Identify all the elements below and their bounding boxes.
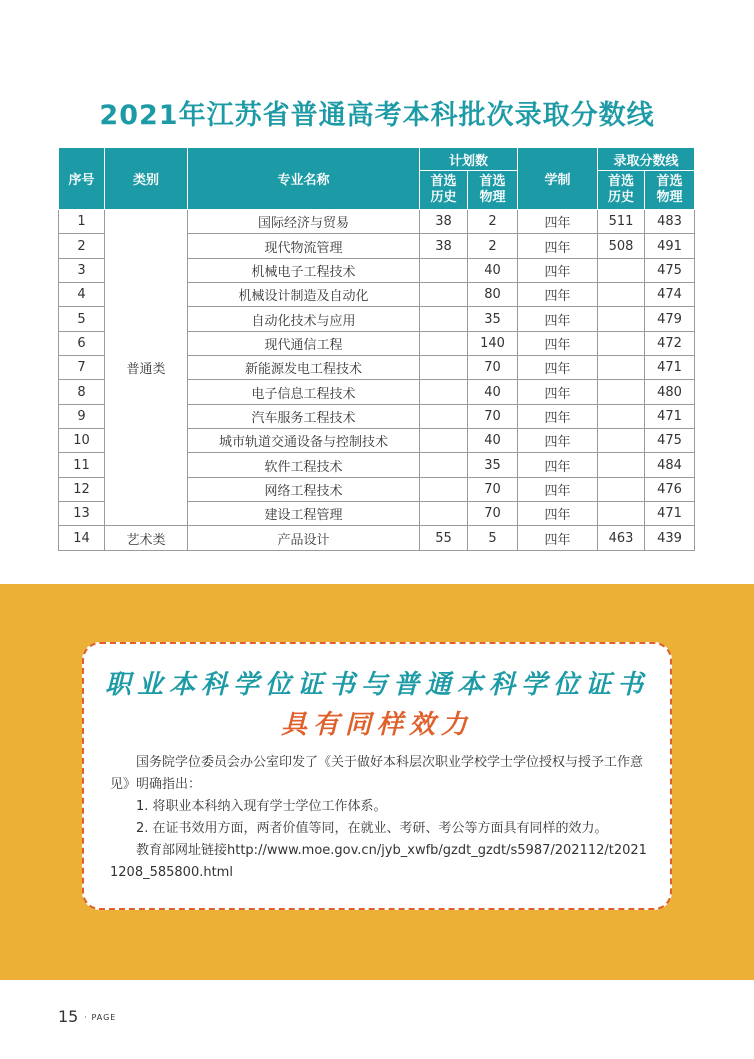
- note-body: [110, 752, 650, 884]
- note-title-line1: 职业本科学位证书与普通本科学位证书: [104, 670, 649, 700]
- table-body: [59, 210, 695, 551]
- cell-index: 11: [59, 453, 105, 477]
- header-plan: 计划数: [420, 148, 518, 171]
- cell-plan-physics: 140: [468, 331, 518, 355]
- note-item-1: 1. 将职业本科纳入现有学士学位工作体系。: [136, 799, 387, 814]
- header-category: 类别: [105, 148, 188, 210]
- cell-plan-physics: 70: [468, 404, 518, 428]
- cell-score-physics: 439: [645, 526, 695, 551]
- cell-duration: 四年: [518, 283, 598, 307]
- cell-index: 13: [59, 502, 105, 526]
- cell-index: 12: [59, 477, 105, 501]
- cell-index: 9: [59, 404, 105, 428]
- cell-score-physics: 480: [645, 380, 695, 404]
- header-index: 序号: [59, 148, 105, 210]
- cell-duration: 四年: [518, 307, 598, 331]
- cell-score-history: [598, 404, 645, 428]
- cell-duration: 四年: [518, 404, 598, 428]
- cell-major: 新能源发电工程技术: [188, 356, 420, 380]
- table-row: [59, 526, 695, 551]
- cell-plan-physics: 40: [468, 380, 518, 404]
- page-footer: [58, 1007, 116, 1026]
- cell-plan-history: [420, 502, 468, 526]
- cell-major: 现代通信工程: [188, 331, 420, 355]
- cell-score-physics: 471: [645, 404, 695, 428]
- cell-duration: 四年: [518, 356, 598, 380]
- cell-plan-history: [420, 453, 468, 477]
- cell-major: 电子信息工程技术: [188, 380, 420, 404]
- cell-major: 机械电子工程技术: [188, 258, 420, 282]
- cell-plan-history: [420, 283, 468, 307]
- cell-plan-history: [420, 429, 468, 453]
- cell-plan-physics: 40: [468, 258, 518, 282]
- cell-score-history: [598, 258, 645, 282]
- cell-score-physics: 476: [645, 477, 695, 501]
- moe-link[interactable]: 教育部网址链接http://www.moe.gov.cn/jyb_xwfb/gzdt_gzdt/s5987/202112/t20211208_585800.html: [110, 843, 647, 880]
- admission-score-table: [58, 147, 695, 551]
- cell-category-art: 艺术类: [105, 526, 188, 551]
- cell-duration: 四年: [518, 258, 598, 282]
- cell-score-history: [598, 283, 645, 307]
- cell-plan-physics: 5: [468, 526, 518, 551]
- cell-score-physics: 491: [645, 234, 695, 258]
- cell-duration: 四年: [518, 502, 598, 526]
- cell-score-physics: 479: [645, 307, 695, 331]
- cell-major: 机械设计制造及自动化: [188, 283, 420, 307]
- cell-plan-history: 38: [420, 210, 468, 234]
- cell-index: 3: [59, 258, 105, 282]
- cell-plan-physics: 70: [468, 356, 518, 380]
- header-plan-history: 首选 历史: [420, 171, 468, 210]
- cell-index: 14: [59, 526, 105, 551]
- table-row: [59, 210, 695, 234]
- cell-score-history: [598, 453, 645, 477]
- cell-score-history: [598, 502, 645, 526]
- header-score-physics: 首选 物理: [645, 171, 695, 210]
- note-title-line2: 具有同样效力: [280, 710, 473, 740]
- cell-major: 网络工程技术: [188, 477, 420, 501]
- note-item-2: 2. 在证书效用方面，两者价值等同，在就业、考研、考公等方面具有同样的效力。: [136, 821, 608, 836]
- page-title: 2021年江苏省普通高考本科批次录取分数线: [99, 100, 655, 131]
- cell-major: 汽车服务工程技术: [188, 404, 420, 428]
- cell-plan-history: 55: [420, 526, 468, 551]
- cell-score-history: [598, 331, 645, 355]
- cell-score-physics: 475: [645, 429, 695, 453]
- cell-plan-physics: 2: [468, 210, 518, 234]
- cell-duration: 四年: [518, 477, 598, 501]
- cell-index: 10: [59, 429, 105, 453]
- header-score-history: 首选 历史: [598, 171, 645, 210]
- cell-plan-physics: 35: [468, 453, 518, 477]
- cell-score-physics: 471: [645, 502, 695, 526]
- note-paragraph: 国务院学位委员会办公室印发了《关于做好本科层次职业学校学士学位授权与授予工作意见》明确指出：: [110, 755, 644, 792]
- cell-score-history: 463: [598, 526, 645, 551]
- cell-score-physics: 474: [645, 283, 695, 307]
- cell-plan-history: [420, 356, 468, 380]
- cell-duration: 四年: [518, 234, 598, 258]
- cell-index: 1: [59, 210, 105, 234]
- header-duration: 学制: [518, 148, 598, 210]
- cell-index: 6: [59, 331, 105, 355]
- cell-plan-physics: 70: [468, 477, 518, 501]
- cell-major: 软件工程技术: [188, 453, 420, 477]
- cell-index: 8: [59, 380, 105, 404]
- cell-score-history: [598, 356, 645, 380]
- cell-score-history: 511: [598, 210, 645, 234]
- header-plan-physics: 首选 物理: [468, 171, 518, 210]
- header-score: 录取分数线: [598, 148, 695, 171]
- cell-duration: 四年: [518, 526, 598, 551]
- cell-duration: 四年: [518, 210, 598, 234]
- cell-major: 国际经济与贸易: [188, 210, 420, 234]
- cell-plan-physics: 70: [468, 502, 518, 526]
- cell-plan-history: [420, 380, 468, 404]
- cell-plan-physics: 40: [468, 429, 518, 453]
- cell-major: 现代物流管理: [188, 234, 420, 258]
- cell-score-physics: 472: [645, 331, 695, 355]
- cell-score-physics: 483: [645, 210, 695, 234]
- cell-index: 5: [59, 307, 105, 331]
- cell-major: 自动化技术与应用: [188, 307, 420, 331]
- cell-plan-history: [420, 477, 468, 501]
- cell-duration: 四年: [518, 380, 598, 404]
- cell-score-history: [598, 380, 645, 404]
- cell-category-general: 普通类: [105, 210, 188, 526]
- cell-score-history: [598, 429, 645, 453]
- cell-major: 城市轨道交通设备与控制技术: [188, 429, 420, 453]
- cell-index: 2: [59, 234, 105, 258]
- cell-duration: 四年: [518, 453, 598, 477]
- cell-score-physics: 475: [645, 258, 695, 282]
- cell-plan-history: [420, 404, 468, 428]
- cell-plan-history: [420, 258, 468, 282]
- cell-index: 4: [59, 283, 105, 307]
- cell-score-physics: 484: [645, 453, 695, 477]
- cell-plan-history: [420, 331, 468, 355]
- cell-score-history: [598, 307, 645, 331]
- cell-major: 产品设计: [188, 526, 420, 551]
- cell-score-history: 508: [598, 234, 645, 258]
- cell-plan-physics: 2: [468, 234, 518, 258]
- cell-plan-physics: 80: [468, 283, 518, 307]
- cell-plan-history: [420, 307, 468, 331]
- cell-score-physics: 471: [645, 356, 695, 380]
- cell-plan-physics: 35: [468, 307, 518, 331]
- cell-major: 建设工程管理: [188, 502, 420, 526]
- page-label: · PAGE: [84, 1013, 117, 1022]
- cell-plan-history: 38: [420, 234, 468, 258]
- cell-index: 7: [59, 356, 105, 380]
- cell-duration: 四年: [518, 331, 598, 355]
- page-number: 15: [58, 1007, 79, 1026]
- cell-score-history: [598, 477, 645, 501]
- header-major: 专业名称: [188, 148, 420, 210]
- note-card: [82, 642, 672, 910]
- cell-duration: 四年: [518, 429, 598, 453]
